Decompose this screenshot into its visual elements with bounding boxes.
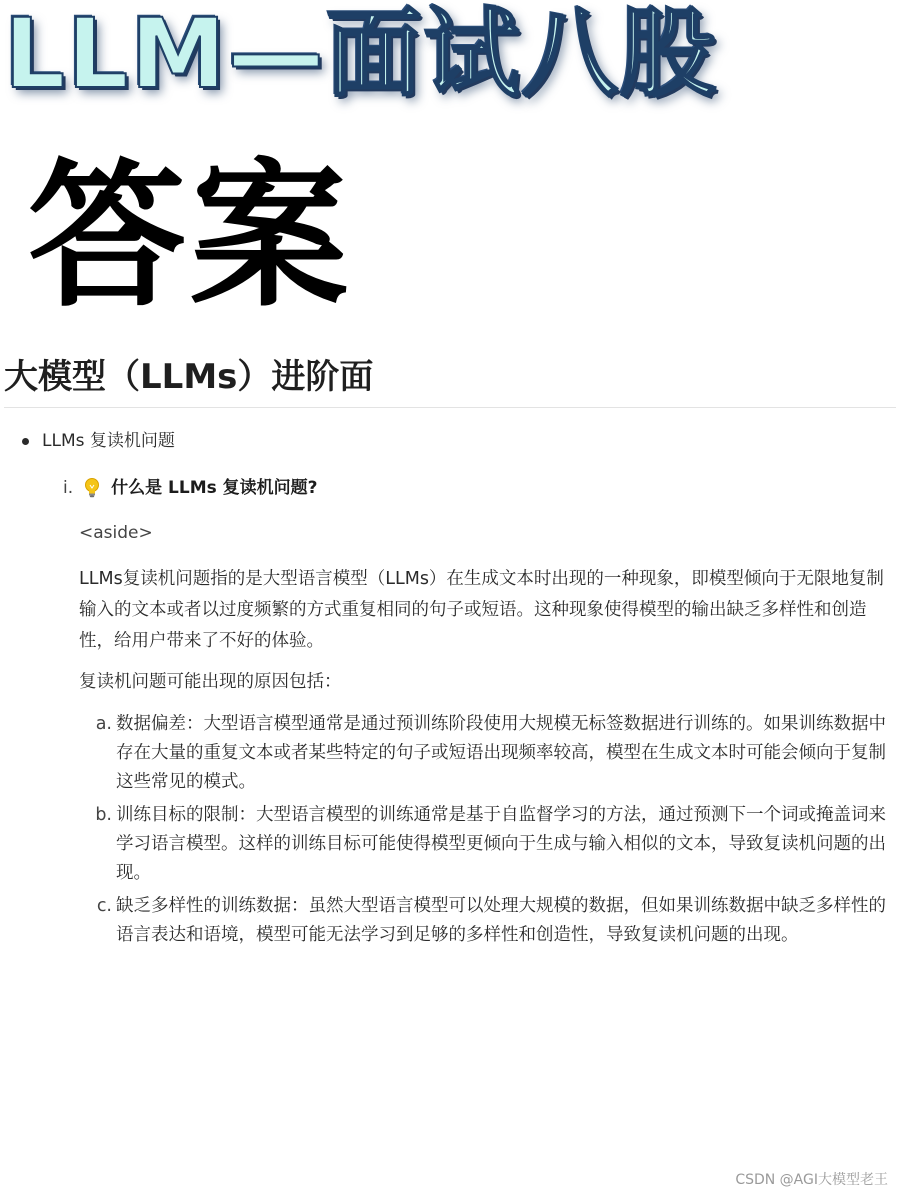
question-marker: i. (63, 478, 74, 498)
watermark: CSDN @AGI大模型老王 (735, 1172, 888, 1188)
reason-text: 训练目标的限制：大型语言模型的训练通常是基于自监督学习的方法，通过预测下一个词或掩盖词来学习语言模型。这样的训练目标可能使得模型更倾向于生成与输入相似的文本，导致复读机问题的出现。 (116, 805, 886, 883)
reason-marker: c. (96, 896, 112, 916)
question-text: 什么是 LLMs 复读机问题? (111, 478, 318, 498)
question-heading[interactable] (63, 474, 318, 502)
bullet-dot-icon (22, 438, 29, 445)
reason-marker: a. (95, 714, 112, 734)
list-item (79, 710, 894, 797)
answer-title: 答案 (28, 145, 352, 329)
lightbulb-icon (83, 477, 101, 499)
bullet-item-label: LLMs 复读机问题 (42, 431, 175, 451)
section-divider (4, 407, 896, 408)
list-item (79, 801, 894, 888)
reason-text: 缺乏多样性的训练数据：虽然大型语言模型可以处理大规模的数据，但如果训练数据中缺乏多样性的语言表达和语境，模型可能无法学习到足够的多样性和创造性，导致复读机问题的出现。 (116, 896, 886, 945)
reason-list (79, 710, 894, 954)
aside-tag: <aside> (79, 523, 153, 543)
intro-paragraph: LLMs复读机问题指的是大型语言模型（LLMs）在生成文本时出现的一种现象，即模型倾向于无限地复制输入的文本或者以过度频繁的方式重复相同的句子或短语。这种现象使得模型的输出缺乏多样性和创造性，给用户带来了不好的体验。 (79, 569, 884, 651)
section-title: 大模型（LLMs）进阶面 (4, 357, 374, 397)
banner-title: LLM—面试八股 (4, 0, 718, 110)
reasons-intro-paragraph: 复读机问题可能出现的原因包括： (79, 672, 342, 692)
reason-marker: b. (95, 805, 112, 825)
bullet-item-repeater-problem[interactable] (22, 427, 175, 455)
reason-text: 数据偏差：大型语言模型通常是通过预训练阶段使用大规模无标签数据进行训练的。如果训练数据中存在大量的重复文本或者某些特定的句子或短语出现频率较高，模型在生成文本时可能会倾向于复制这些常见的模式。 (116, 714, 886, 792)
list-item (79, 892, 894, 950)
